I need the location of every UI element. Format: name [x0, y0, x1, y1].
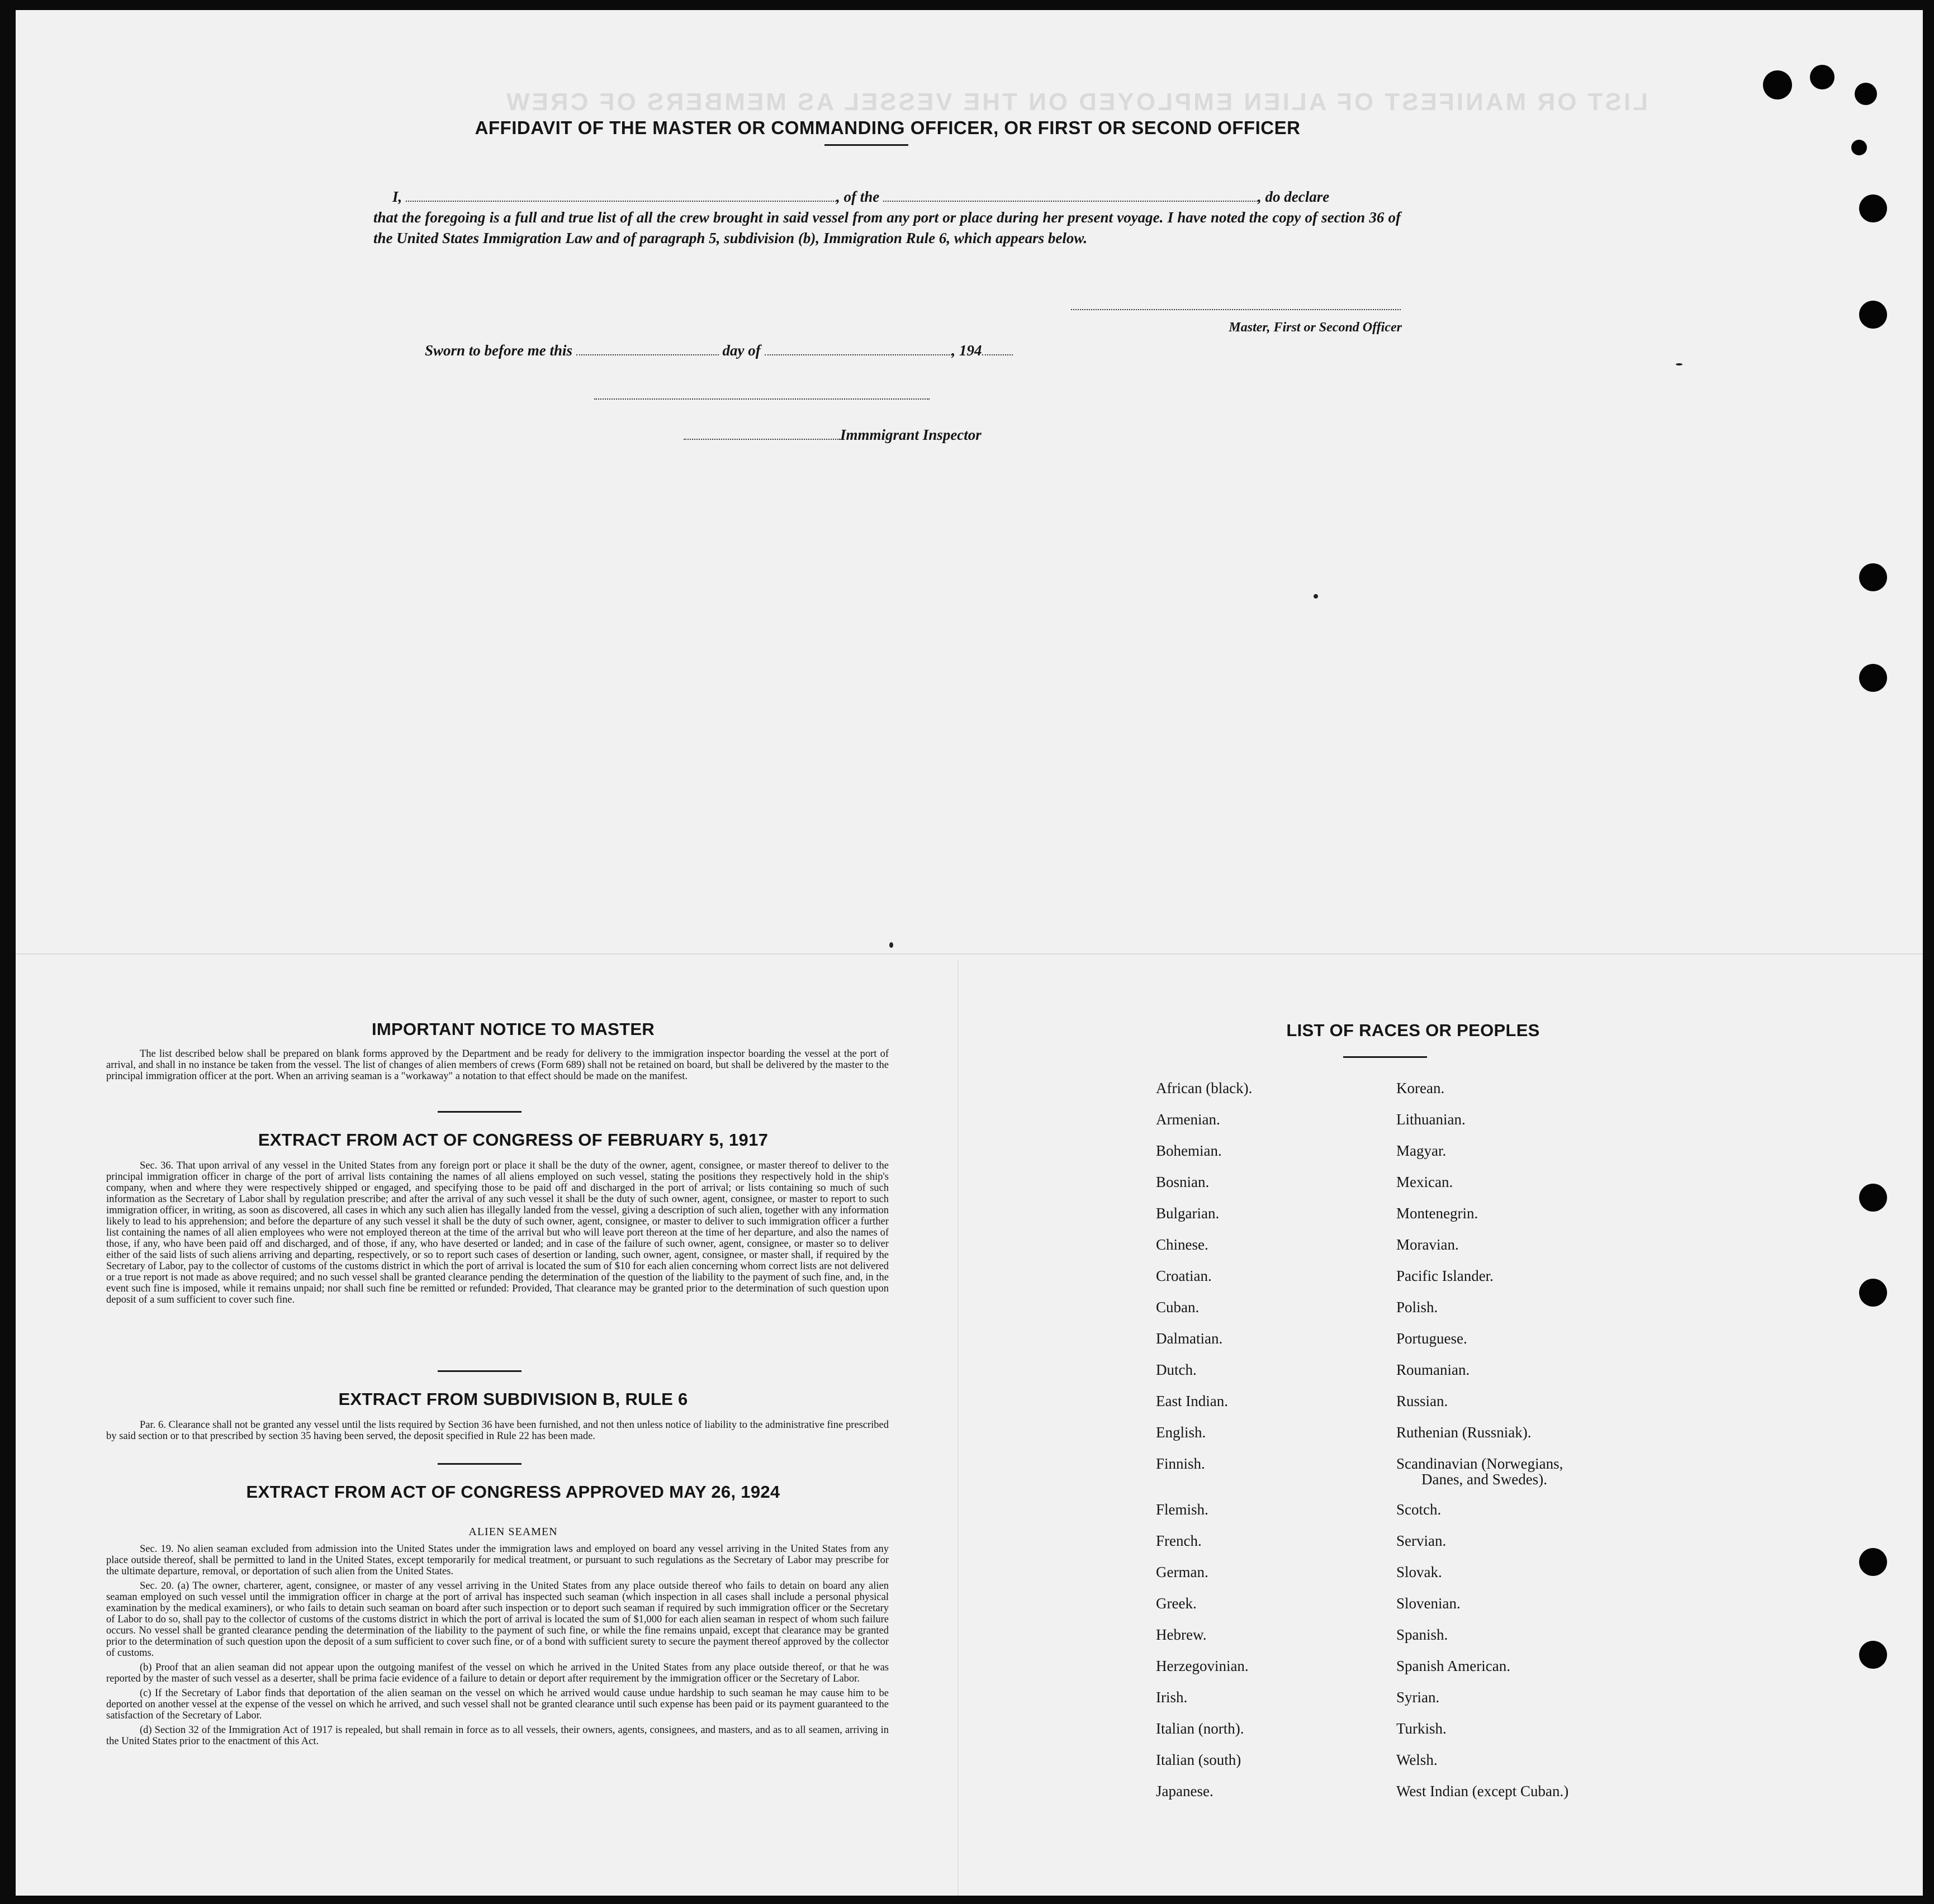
title-rule	[824, 144, 908, 146]
race-item: Scandinavian (Norwegians,	[1396, 1455, 1563, 1472]
extract-1924-body	[106, 1544, 889, 1747]
race-item: Japanese.	[1156, 1783, 1214, 1799]
binder-hole	[1810, 65, 1835, 89]
ink-speck	[1314, 594, 1318, 599]
race-item: Bosnian.	[1156, 1174, 1210, 1190]
race-item: Italian (south)	[1156, 1751, 1241, 1768]
race-item: Italian (north).	[1156, 1720, 1244, 1737]
binder-hole	[1855, 83, 1877, 105]
bleed-through-header: LIST OR MANIFEST OF ALIEN EMPLOYED ON THE VESSEL AS MEMBERS OF CREW	[504, 88, 1648, 116]
race-item: Welsh.	[1396, 1751, 1438, 1768]
race-item: Flemish.	[1156, 1501, 1208, 1518]
day-blank[interactable]	[576, 354, 719, 355]
race-item: English.	[1156, 1424, 1206, 1441]
race-item: Lithuanian.	[1396, 1111, 1466, 1128]
extract-1924-subtitle: ALIEN SEAMEN	[468, 1526, 558, 1538]
ink-speck	[1676, 363, 1682, 365]
race-item: Moravian.	[1396, 1236, 1459, 1253]
binder-hole	[1859, 664, 1887, 692]
binder-hole	[1859, 563, 1887, 591]
inspector-label: Immmigrant Inspector	[840, 426, 982, 443]
fold-line	[16, 953, 1923, 955]
races-title: LIST OF RACES OR PEOPLES	[1286, 1020, 1540, 1040]
race-item: Pacific Islander.	[1396, 1267, 1494, 1284]
notice-title: IMPORTANT NOTICE TO MASTER	[371, 1019, 655, 1039]
affidavit-title: AFFIDAVIT OF THE MASTER OR COMMANDING OFFICER, OR FIRST OR SECOND OFFICER	[475, 117, 1301, 138]
year-label: , 194	[951, 342, 982, 359]
fold-line-vertical	[957, 960, 959, 1896]
race-item: Russian.	[1396, 1393, 1448, 1409]
race-item: Hebrew.	[1156, 1626, 1207, 1643]
name-blank[interactable]	[406, 201, 836, 202]
extract-1917-body	[106, 1160, 889, 1305]
race-item: Croatian.	[1156, 1267, 1212, 1284]
extract-rule6-body	[106, 1419, 889, 1442]
signature-label: Master, First or Second Officer	[1229, 320, 1402, 335]
binder-hole	[1859, 1548, 1887, 1576]
race-item: Roumanian.	[1396, 1361, 1470, 1378]
race-item: Greek.	[1156, 1595, 1197, 1612]
race-item: Scotch.	[1396, 1501, 1442, 1518]
race-item: Syrian.	[1396, 1689, 1440, 1706]
sec-20b-paragraph: (b) Proof that an alien seaman did not appear upon the outgoing manifest of the vessel on which he arrived in the United States from any place outside thereof, or that he was reported by the master of such vessel as a deserter, shall be prima facie evidence of a failure to detain or deport after requirement by the immigration officer or the Secretary of Labor.	[106, 1662, 889, 1684]
extract-1917-title: EXTRACT FROM ACT OF CONGRESS OF FEBRUARY 5, 1917	[258, 1130, 769, 1150]
race-item: Montenegrin.	[1396, 1205, 1478, 1222]
affidavit-of-the: , of the	[836, 188, 880, 205]
race-item: Korean.	[1396, 1080, 1445, 1096]
signature-line[interactable]	[1071, 309, 1401, 310]
binder-hole	[1859, 1184, 1887, 1212]
affidavit-body	[373, 187, 1401, 249]
document-page	[16, 10, 1923, 1896]
race-item: West Indian (except Cuban.)	[1396, 1783, 1569, 1799]
affidavit-text: that the foregoing is a full and true list of all the crew brought in said vessel from any port or place during her present voyage. I have noted the copy of section 36 of the United States Immigration Law and of paragraph 5, subdivision (b), Immigration Rule 6, which appears below.	[373, 209, 1401, 246]
affidavit-i: I,	[392, 188, 402, 205]
extract-1917-text: Sec. 36. That upon arrival of any vessel in the United States from any foreign port or place it shall be the duty of the owner, agent, consignee, or master thereof to deliver to the principal immigration officer in charge of the port of arrival lists containing the names of all aliens employed on such vessel, stating the positions they respectively hold in the ship's company, when and where they were respectively shipped or engaged, and specifying those to be paid off and discharged in the port of arrival; or lists containing so much of such information as the Secretary of Labor shall by regulation prescribe; and after the arrival of any such vessel it shall be the duty of such owner, agent, consignee, or master to report to such immigration officer, in writing, as soon as discovered, all cases in which any such alien has illegally landed from the vessel, giving a description of such alien, together with any information likely to lead to his apprehension; and before the departure of any such vessel it shall be the duty of such owner, agent, consignee, or master to deliver to such immigration officer a further list containing the names of all alien employees who were not employed thereon at the time of the arrival but who will leave port thereon at the time of her departure, and also the names of those, if any, who have been paid off and discharged, and of those, if any, who have deserted or landed; and in case of the failure of such owner, agent, consignee, or master so to deliver either of the said lists of such aliens arriving and departing, respectively, or so to report such cases of desertion or landing, such owner, agent, consignee, or master shall, if required by the Secretary of Labor, pay to the collector of customs of the customs district in which the port of arrival is located the sum of $10 for each alien concerning whom correct lists are not delivered or a true report is not made as above required; and no such vessel shall be granted clearance pending the determination of the question of the liability to the payment of such fine, and, in the event such fine is imposed, while it remains unpaid; nor shall such fine be remitted or refunded: Provided, That clearance may be granted prior to the determination of such question upon deposit of a sum sufficient to cover such fine.	[106, 1160, 889, 1305]
inspector-signature-line[interactable]	[594, 398, 930, 400]
race-item: Chinese.	[1156, 1236, 1208, 1253]
race-item: Danes, and Swedes).	[1421, 1471, 1547, 1488]
race-item: Bulgarian.	[1156, 1205, 1220, 1222]
binder-hole	[1763, 70, 1792, 99]
sec-20c-paragraph: (c) If the Secretary of Labor finds that deportation of the alien seaman on the vessel on which he arrived would cause undue hardship to such seaman he may cause him to be deported on another vessel at the expense of the vessel on which he arrived, and such vessel shall not be granted clearance until such expense has been paid or its payment guaranteed to the satisfaction of the Secretary of Labor.	[106, 1688, 889, 1721]
sec-19-paragraph: Sec. 19. No alien seaman excluded from admission into the United States under the immigration laws and employed on board any vessel arriving in the United States from any place outside thereof, shall be permitted to land in the United States, except temporarily for medical treatment, or pursuant to such regulations as the Secretary of Labor may prescribe for the ultimate departure, removal, or deportation of such alien from the United States.	[106, 1544, 889, 1577]
binder-hole	[1859, 1641, 1887, 1669]
race-item: Dutch.	[1156, 1361, 1197, 1378]
race-item: African (black).	[1156, 1080, 1253, 1096]
section-rule	[438, 1370, 522, 1372]
race-item: Dalmatian.	[1156, 1330, 1223, 1347]
race-item: Polish.	[1396, 1299, 1438, 1316]
race-item: German.	[1156, 1564, 1208, 1580]
race-item: Mexican.	[1396, 1174, 1453, 1190]
race-item: French.	[1156, 1532, 1202, 1549]
race-item: Ruthenian (Russniak).	[1396, 1424, 1532, 1441]
month-blank[interactable]	[765, 354, 952, 355]
race-item: Finnish.	[1156, 1455, 1205, 1472]
sworn-row	[425, 342, 1013, 359]
sworn-label: Sworn to before me this	[425, 342, 573, 359]
race-item: East Indian.	[1156, 1393, 1228, 1409]
race-item: Slovak.	[1396, 1564, 1442, 1580]
section-rule	[438, 1111, 522, 1113]
inspector-blank[interactable]	[684, 439, 840, 440]
vessel-blank[interactable]	[883, 201, 1258, 202]
race-item: Slovenian.	[1396, 1595, 1461, 1612]
extract-rule6-title: EXTRACT FROM SUBDIVISION B, RULE 6	[338, 1389, 688, 1409]
year-blank[interactable]	[982, 354, 1013, 355]
race-item: Irish.	[1156, 1689, 1188, 1706]
race-item: Portuguese.	[1396, 1330, 1467, 1347]
section-rule	[438, 1463, 522, 1465]
affidavit-do-declare: , do declare	[1258, 188, 1330, 205]
race-item: Herzegovinian.	[1156, 1658, 1249, 1674]
binder-hole	[1859, 301, 1887, 329]
race-item: Bohemian.	[1156, 1142, 1222, 1159]
day-of-label: day of	[722, 342, 761, 359]
race-item: Turkish.	[1396, 1720, 1447, 1737]
race-item: Spanish American.	[1396, 1658, 1510, 1674]
race-item: Armenian.	[1156, 1111, 1220, 1128]
race-item: Spanish.	[1396, 1626, 1448, 1643]
binder-hole	[1859, 194, 1887, 222]
race-item: Magyar.	[1396, 1142, 1447, 1159]
race-item: Servian.	[1396, 1532, 1447, 1549]
sec-20d-paragraph: (d) Section 32 of the Immigration Act of 1917 is repealed, but shall remain in force as to all vessels, their owners, agents, consignees, and masters, and as to all seamen, arriving in the United States prior to the enactment of this Act.	[106, 1725, 889, 1747]
inspector-row	[684, 426, 982, 444]
binder-hole	[1859, 1279, 1887, 1307]
extract-1924-title: EXTRACT FROM ACT OF CONGRESS APPROVED MAY 26, 1924	[246, 1482, 780, 1502]
ink-speck	[889, 942, 893, 948]
extract-rule6-text: Par. 6. Clearance shall not be granted any vessel until the lists required by Section 36 have been furnished, and not then unless notice of liability to the administrative fine prescribed by said section or to that prescribed by section 35 having been served, the deposit specified in Rule 22 has been made.	[106, 1419, 889, 1442]
binder-hole	[1851, 140, 1867, 155]
races-rule	[1343, 1056, 1427, 1058]
sec-20a-paragraph: Sec. 20. (a) The owner, charterer, agent, consignee, or master of any vessel arriving in the United States from any place outside thereof who fails to detain on board any alien seaman employed on such vessel until the immigration officer in charge at the port of arrival has inspected such seaman (which inspection in all cases shall include a personal physical examination by the medical examiners), or who fails to detain such seaman on board after such inspection or to deport such seaman if required by such immigration officer or the Secretary of Labor to do so, shall pay to the collector of customs of the customs district in which the port of arrival is located the sum of $1,000 for each alien seaman in respect of whom such failure occurs. No vessel shall be granted clearance pending the determination of the liability to the payment of such fine, or while the fine remains unpaid, except that clearance may be granted prior to the determination of such question upon the deposit of a sum sufficient to cover such fine, or of a bond with sufficient surety to secure the payment thereof approved by the collector of customs.	[106, 1580, 889, 1659]
notice-body	[106, 1048, 889, 1082]
race-item: Cuban.	[1156, 1299, 1200, 1316]
notice-text: The list described below shall be prepared on blank forms approved by the Department and be ready for delivery to the immigration inspector boarding the vessel at the port of arrival, and shall in no instance be taken from the vessel. The list of changes of alien members of crews (Form 689) shall not be retained on board, but shall be delivered by the master to the principal immigration officer at the port. When an arriving seaman is a "workaway" a notation to that effect should be made on the manifest.	[106, 1048, 889, 1082]
